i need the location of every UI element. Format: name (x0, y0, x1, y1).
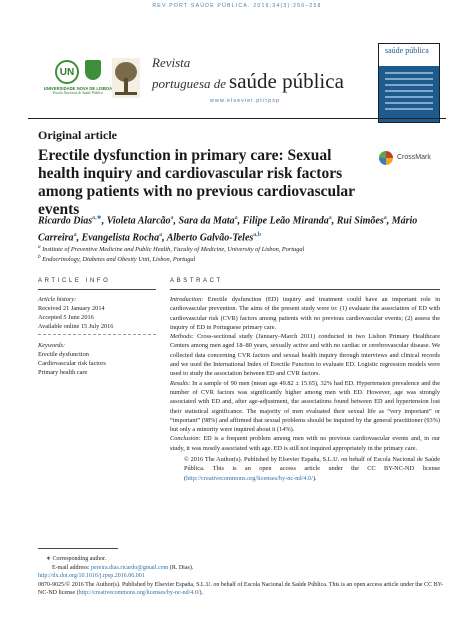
affiliation: $^b$ Endocrinology, Diabetes and Obesity Unit, Lisbon, Portugal (38, 254, 196, 264)
abstract-heading: ABSTRACT (170, 278, 223, 284)
author-name[interactable]: Alberto Galvão-Teles (166, 232, 254, 244)
issn-line: 0870-9025/© 2016 The Author(s). Published by Elsevier España, S.L.U. on behalf of Escola Nacional de Saúde Pública. This is an open access article under the CC BY-NC-ND license (http://creativecommons.org/licenses/by-nc-nd/4.0/). (38, 581, 444, 597)
license-link[interactable]: http://creativecommons.org/licenses/by-nc-nd/4.0/ (186, 474, 313, 482)
history-received: Received 21 January 2014 (38, 305, 105, 312)
abstract-methods: Methods: Cross-sectional study (January–March 2011) conducted in two Lisbon Primary Healthcare Centers among men aged 18–80 years, sexually active and with no cardiac or cerebrovascular disease. We collected data concerning CVR factors and sexual health inquiry through interviews and clinical records and we used the International Index of Erectile Function to evaluate ED. Logistic regression models were used to study the association between ED and CVR factors. (170, 333, 440, 378)
footnote-divider (38, 548, 118, 549)
author-affiliation-mark[interactable]: a (73, 232, 77, 239)
abstract-introduction: Introduction: Erectile dysfunction (ED) inquiry and treatment could have an important role in cardiovascular prevention. The aims of the present study were to: (1) evaluate the association of ED with cardiovascular risk (CVR) factors among patients with no previous cardiovascular events; (2) assess the inquiry of ED in Portuguese primary care. (170, 296, 440, 331)
keywords (38, 341, 163, 377)
history-online: Available online 15 July 2016 (38, 323, 114, 330)
corresponding-author-note: ∗ Corresponding author. (46, 556, 107, 562)
author-list: Ricardo Dias$^{a,∗}$, Violeta Alarcão$^a$, Sara da Mata$^a$, Filipe Leão Miranda$^a$, Rui Simões$^a$, Mário Carreira$^a$, Evangelista Rocha$^a$, Alberto Galvão-Teles$^{a,b}$ (38, 215, 418, 244)
journal-title-line2: portuguesa de (152, 76, 227, 91)
author-affiliation-mark[interactable]: a,∗ (92, 215, 102, 221)
journal-cover-thumbnail (378, 43, 440, 123)
author-name[interactable]: Mário Carreira (38, 215, 418, 244)
author-name[interactable]: Ricardo Dias (38, 215, 93, 227)
abstract-copyright: © 2016 The Author(s). Published by Elsevier España, S.L.U. on behalf of Escola Nacional de Saúde Pública. This is an open access article under the CC BY-NC-ND license (http://creativecommons.org/licenses/by-nc-nd/4.0/). (184, 456, 440, 482)
abstract-divider (170, 289, 440, 290)
email-link[interactable]: pereira.dias.ricardo@gmail.com (91, 564, 169, 571)
author-affiliation-mark[interactable]: a (234, 215, 238, 221)
author-name[interactable]: Sara da Mata (178, 215, 235, 227)
history-label: Article history: (38, 296, 77, 303)
journal-url-link[interactable]: www.elsevier.pt/rpsp (209, 98, 281, 104)
crossmark-icon (379, 151, 393, 165)
abstract-body (170, 295, 440, 483)
author-name[interactable]: Violeta Alarcão (106, 215, 171, 227)
history-accepted: Accepted 5 June 2016 (38, 314, 94, 321)
info-separator (38, 334, 156, 335)
journal-title-line1: Revista (152, 55, 191, 70)
abstract-results: Results: In a sample of 90 men (mean age 49.82 ± 15.65), 32% had ED. Hypertension prevalence and the number of CVR factors was significantly higher among men with ED. However, age was strongly associated with ED and, after age-adjustment, the associations found between ED and hypertension lost their statistical significance. The majority of men evaluated their sexual life as “very important” or “important” (98%) and affirmed that sexual problems should be inquired by the general practitioner (93%) but only a minority were inquired about it (14%). (170, 379, 440, 434)
author-affiliation-mark[interactable]: a (159, 232, 163, 239)
author-name[interactable]: Evangelista Rocha (81, 232, 160, 244)
section-label: Original article (38, 128, 117, 142)
elsevier-tree-icon (112, 58, 140, 98)
university-name: UNIVERSIDADE NOVA DE LISBOA (43, 86, 113, 91)
author-affiliation-mark[interactable]: a (170, 215, 174, 221)
author-affiliation-mark[interactable]: a (383, 215, 387, 221)
university-logo (42, 60, 114, 95)
university-emblem-icon: UN (55, 60, 79, 84)
footer-license-link[interactable]: http://creativecommons.org/licenses/by-nc-nd/4.0/ (78, 590, 200, 597)
author-name[interactable]: Rui Simões (336, 215, 384, 227)
doi-link[interactable]: http://dx.doi.org/10.1016/j.rpsp.2016.06.001 (38, 573, 145, 580)
cover-title: saúde pública (385, 46, 429, 55)
journal-title (152, 57, 372, 94)
abstract-conclusion: Conclusion: ED is a frequent problem among men with no previous cardiovascular events and, in our study, it was mostly associated with age. ED is still not inquired appropriately in the primary care. (170, 435, 440, 452)
journal-title-main: saúde pública (229, 69, 344, 93)
article-info-heading: ARTICLE INFO (38, 278, 111, 284)
article-title: Erectile dysfunction in primary care: Sexual health inquiry and cardiovascular risk factors among patients with no previous cardiovascular events (38, 147, 355, 218)
author-name[interactable]: Filipe Leão Miranda (242, 215, 329, 227)
article-info-divider (38, 289, 156, 290)
author-affiliation-mark[interactable]: a (328, 215, 332, 221)
crossmark-badge[interactable] (379, 151, 445, 167)
masthead-divider (28, 118, 446, 119)
email-line: E-mail address: pereira.dias.ricardo@gmail.com (R. Dias). (52, 564, 194, 571)
university-school: Escola Nacional de Saúde Pública (53, 91, 103, 95)
article-history (38, 295, 163, 331)
journal-masthead (32, 24, 442, 120)
footnotes (38, 555, 448, 598)
school-shield-icon (85, 60, 101, 80)
keyword[interactable]: Primary health care (38, 369, 88, 376)
affiliation: $^a$ Institute of Preventive Medicine and Public Health, Faculty of Medicine, University of Lisbon, Portugal (38, 244, 305, 254)
crossmark-label: CrossMark (397, 154, 431, 161)
keyword[interactable]: Cardiovascular risk factors (38, 360, 106, 367)
running-header: REV PORT SAÚDE PÚBLICA. 2016;34(3):250–258 (152, 3, 322, 9)
keyword[interactable]: Erectile dysfunction (38, 351, 89, 358)
author-affiliation-mark[interactable]: a,b (253, 232, 262, 239)
keywords-label: Keywords: (38, 342, 66, 349)
